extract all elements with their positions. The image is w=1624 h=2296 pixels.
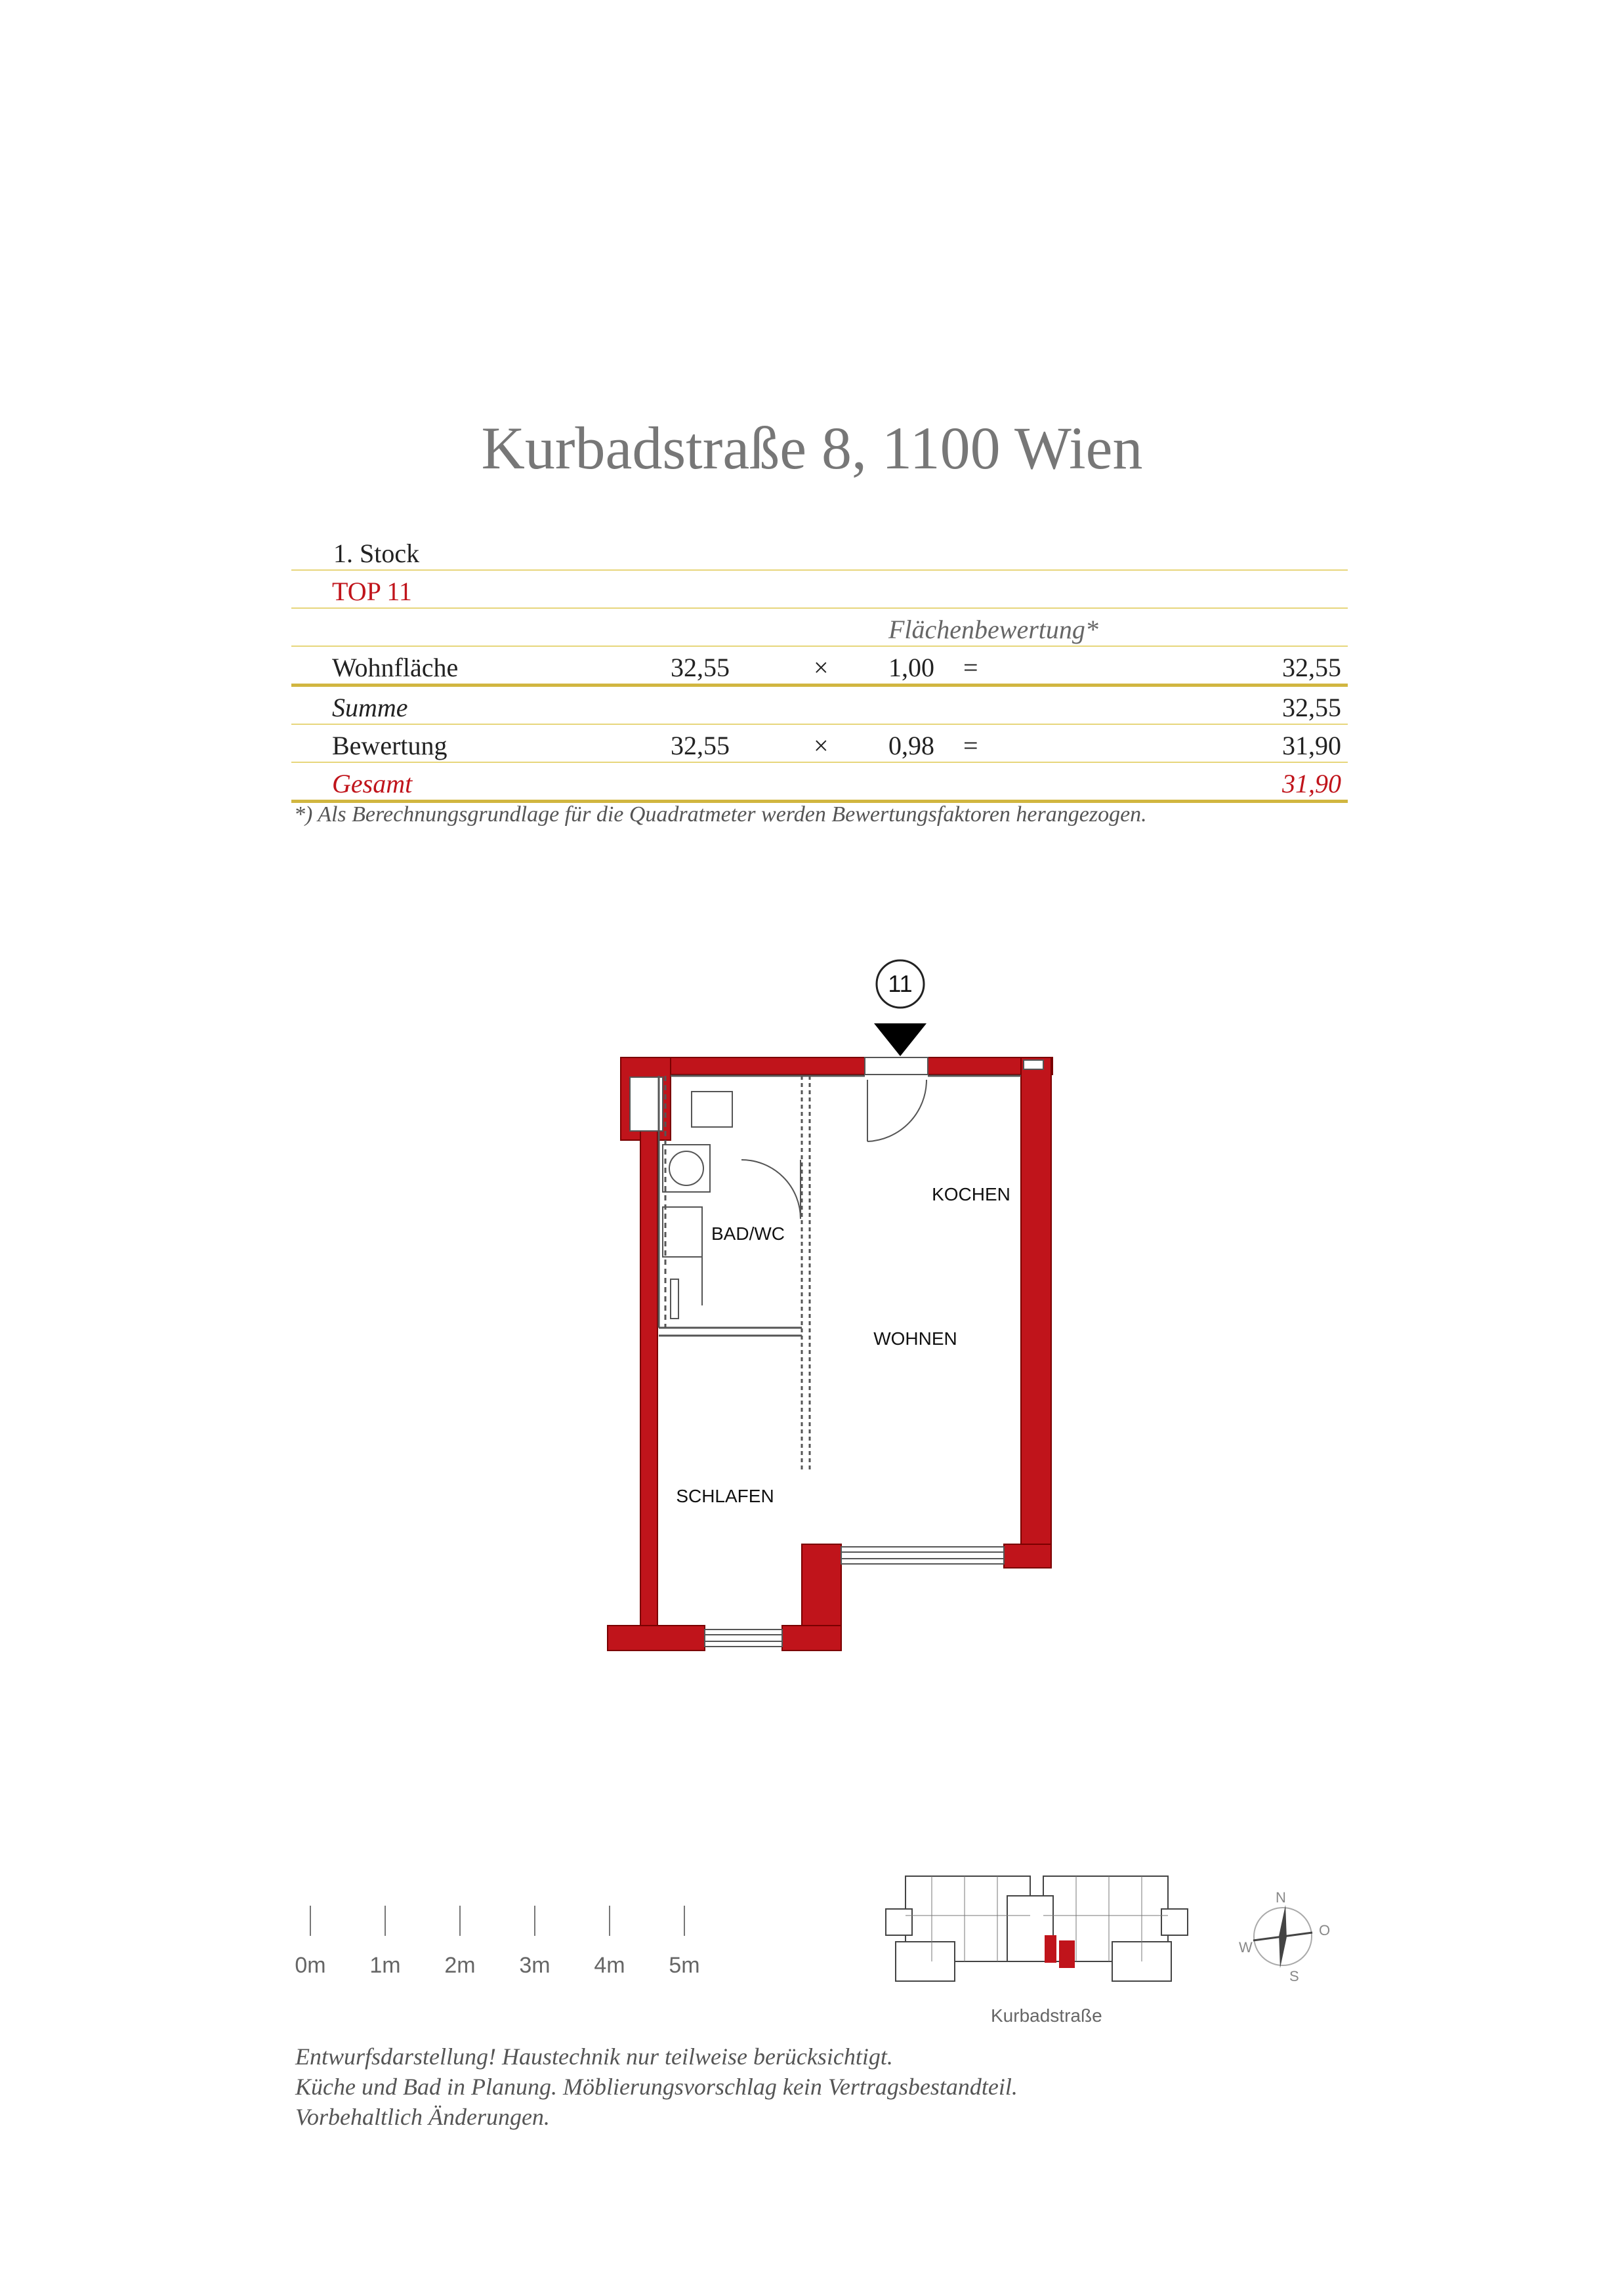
disclaimer-line: Entwurfsdarstellung! Haustechnik nur teilweise berücksichtigt.: [295, 2043, 893, 2070]
page-title: Kurbadstraße 8, 1100 Wien: [481, 415, 1143, 482]
scale-label: 0m: [295, 1953, 326, 1978]
room-label-bad: BAD/WC: [711, 1223, 785, 1244]
row-times: ×: [814, 653, 829, 682]
entrance-door-swing: [867, 1080, 927, 1141]
unit-highlight: [1045, 1935, 1056, 1963]
footnote: *) Als Berechnungsgrundlage für die Quadratmeter werden Bewertungsfaktoren herangezogen.: [294, 802, 1147, 827]
disclaimer-line: Vorbehaltlich Änderungen.: [295, 2104, 550, 2130]
scale-tick: [684, 1906, 685, 1936]
window-sill: [1024, 1060, 1043, 1069]
floor-label: 1. Stock: [333, 539, 420, 568]
scale-bar: [289, 1906, 761, 1978]
compass-o: O: [1319, 1922, 1331, 1938]
scale-label: 3m: [519, 1953, 551, 1978]
unit-highlight: [1059, 1940, 1075, 1968]
row-label: Summe: [332, 693, 408, 722]
disclaimer-line: Küche und Bad in Planung. Möblierungsvorschlag kein Vertragsbestandteil.: [295, 2074, 1018, 2100]
row-label: Wohnfläche: [332, 653, 459, 682]
compass-icon: [1227, 1883, 1345, 1994]
sink-icon: [663, 1207, 702, 1257]
entrance-arrow-icon: [874, 1023, 927, 1056]
row-result: 32,55: [1282, 693, 1341, 722]
entrance-door-opening: [865, 1057, 928, 1075]
row-label: Bewertung: [332, 731, 448, 760]
room-label-schlafen: SCHLAFEN: [676, 1486, 774, 1506]
disclaimer: [295, 2041, 1018, 2132]
scale-label: 2m: [444, 1953, 476, 1978]
row-factor: 0,98: [888, 731, 934, 760]
scale-tick: [310, 1906, 311, 1936]
factor-header: Flächenbewertung*: [888, 615, 1098, 644]
scale-tick: [609, 1906, 610, 1936]
row-equals: =: [963, 731, 978, 760]
unit-label: TOP 11: [332, 577, 412, 606]
scale-label: 1m: [369, 1953, 401, 1978]
row-equals: =: [963, 653, 978, 682]
site-plan: [879, 1870, 1194, 2001]
row-result: 32,55: [1282, 653, 1341, 682]
row-result: 31,90: [1282, 769, 1341, 798]
unit-marker-number: 11: [888, 970, 913, 997]
compass-w: W: [1239, 1939, 1253, 1956]
room-label-wohnen: WOHNEN: [873, 1328, 957, 1349]
scale-label: 5m: [669, 1953, 700, 1978]
unit-marker: [874, 960, 927, 1056]
interior-walls: [659, 1076, 1021, 1469]
scale-tick: [534, 1906, 535, 1936]
toilet-icon: [692, 1092, 732, 1127]
row-times: ×: [814, 731, 829, 760]
bath-fixtures: [663, 1080, 927, 1319]
scale-tick: [385, 1906, 386, 1936]
row-label: Gesamt: [332, 769, 413, 798]
street-label: Kurbadstraße: [991, 2005, 1102, 2026]
compass-n: N: [1276, 1889, 1286, 1906]
scale-tick: [459, 1906, 461, 1936]
window-wohnen: [841, 1547, 1004, 1564]
scale-label: 4m: [594, 1953, 625, 1978]
window-schlafen: [705, 1630, 782, 1647]
row-factor: 1,00: [888, 653, 934, 682]
bath-door-swing: [741, 1160, 801, 1219]
compass-s: S: [1289, 1968, 1299, 1984]
row-area: 32,55: [671, 731, 730, 760]
room-label-kochen: KOCHEN: [932, 1184, 1010, 1204]
row-result: 31,90: [1282, 731, 1341, 760]
row-area: 32,55: [671, 653, 730, 682]
shower-drain-icon: [671, 1279, 678, 1319]
